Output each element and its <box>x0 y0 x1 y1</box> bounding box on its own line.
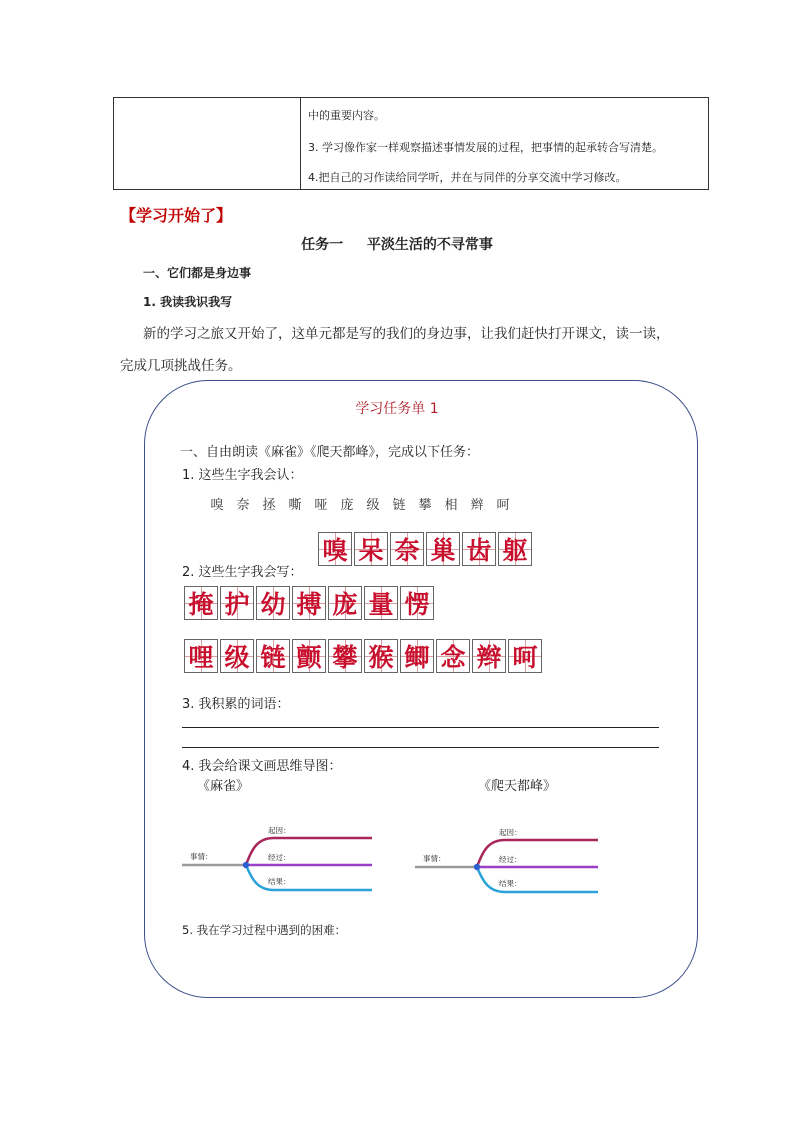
table-line-1: 中的重要内容。 <box>308 109 385 122</box>
writing-cell: 级 <box>220 639 254 673</box>
writing-cell: 颤 <box>292 639 326 673</box>
writing-cell: 奈 <box>390 532 424 566</box>
writing-cell: 攀 <box>328 639 362 673</box>
writing-cell: 护 <box>220 586 254 620</box>
read-char: 拯 <box>262 498 276 513</box>
paragraph-line-2: 完成几项挑战任务。 <box>120 358 242 374</box>
mindmap-result-label: 结果： <box>499 879 522 888</box>
card-title: 学习任务单 1 <box>355 401 439 417</box>
writing-cell: 巢 <box>426 532 460 566</box>
task-title: 任务一 平淡生活的不寻常事 <box>301 237 493 253</box>
writing-cell: 幼 <box>256 586 290 620</box>
writing-cell: 齿 <box>462 532 496 566</box>
table-line-3: 4.把自己的习作读给同学听，并在与同伴的分享交流中学习修改。 <box>308 171 627 184</box>
mindmap-process-label: 经过： <box>499 855 522 864</box>
read-char: 链 <box>392 498 406 513</box>
mindmap-branch-result <box>246 865 372 890</box>
writing-cell: 愣 <box>400 586 434 620</box>
question-1: 1. 这些生字我会认： <box>182 468 303 483</box>
writing-cell: 嗅 <box>318 532 352 566</box>
book-title-2: 《爬天都峰》 <box>478 779 557 794</box>
writing-cell: 躯 <box>498 532 532 566</box>
writing-cell: 呆 <box>354 532 388 566</box>
read-char: 嗅 <box>210 498 224 513</box>
mindmap-result-label: 结果： <box>268 877 291 886</box>
writing-cell: 辫 <box>472 639 506 673</box>
mindmap-branch-cause <box>246 838 372 865</box>
mindmap-process-label: 经过： <box>268 853 291 862</box>
writing-cell: 链 <box>256 639 290 673</box>
read-char: 攀 <box>418 498 432 513</box>
writing-cell: 哩 <box>184 639 218 673</box>
read-char: 呵 <box>496 498 510 513</box>
question-5: 5. 我在学习过程中遇到的困难： <box>182 923 347 937</box>
writing-row-3 <box>184 639 542 673</box>
answer-line-1[interactable] <box>182 727 659 728</box>
writing-cell: 搏 <box>292 586 326 620</box>
sub-heading: 1. 我读我识我写 <box>143 295 233 309</box>
writing-row-2 <box>184 586 434 620</box>
writing-cell: 鲫 <box>400 639 434 673</box>
read-char: 辫 <box>470 498 484 513</box>
read-char: 级 <box>366 498 380 513</box>
mindmap-node <box>243 862 249 868</box>
read-char: 奈 <box>236 498 250 513</box>
read-char: 哑 <box>314 498 328 513</box>
answer-line-2[interactable] <box>182 747 659 748</box>
mindmap-root-label: 事情： <box>423 854 446 863</box>
mindmap-root-label: 事情： <box>190 852 213 861</box>
question-4: 4. 我会给课文画思维导图： <box>182 759 342 774</box>
book-title-1: 《麻雀》 <box>197 779 250 794</box>
mindmap-cause-label: 起因： <box>499 828 522 837</box>
mindmap-branch-result <box>477 867 598 892</box>
writing-cell: 掩 <box>184 586 218 620</box>
read-characters <box>204 494 516 513</box>
mindmap-node <box>474 864 480 870</box>
question-3: 3. 我积累的词语： <box>182 697 290 712</box>
card-intro: 一、自由朗读《麻雀》《爬天都峰》，完成以下任务： <box>180 445 480 460</box>
table-divider <box>300 98 301 189</box>
section-heading: 一、它们都是身边事 <box>143 266 252 280</box>
question-2: 2. 这些生字我会写： <box>182 565 303 580</box>
mindmap-cause-label: 起因： <box>268 826 291 835</box>
writing-cell: 猴 <box>364 639 398 673</box>
writing-cell: 呵 <box>508 639 542 673</box>
section-banner: 【学习开始了】 <box>120 206 233 225</box>
read-char: 庞 <box>340 498 354 513</box>
paragraph-line-1: 新的学习之旅又开始了，这单元都是写的我们的身边事，让我们赶快打开课文，读一读， <box>143 326 670 342</box>
writing-row-1 <box>318 532 532 566</box>
read-char: 相 <box>444 498 458 513</box>
writing-cell: 量 <box>364 586 398 620</box>
top-table <box>113 97 709 190</box>
mindmap-branch-cause <box>477 840 598 867</box>
writing-cell: 念 <box>436 639 470 673</box>
table-line-2: 3. 学习像作家一样观察描述事情发展的过程，把事情的起承转合写清楚。 <box>308 141 663 154</box>
writing-cell: 庞 <box>328 586 362 620</box>
read-char: 嘶 <box>288 498 302 513</box>
